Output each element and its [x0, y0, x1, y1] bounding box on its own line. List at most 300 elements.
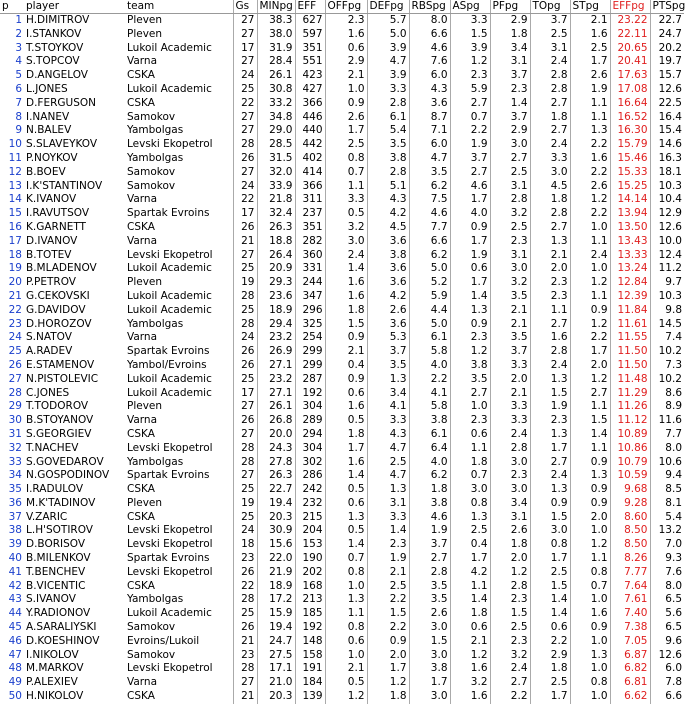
- cell-eff: 204: [295, 524, 325, 538]
- cell-minpg: 30.9: [257, 524, 295, 538]
- table-row: [0, 373, 684, 387]
- cell-team: Yambolgas: [127, 151, 184, 164]
- cell-team: Varna: [127, 193, 158, 206]
- cell-topg: 2.7: [530, 97, 570, 111]
- cell-team: Pleven: [127, 496, 163, 509]
- cell-pfpg: 2.5: [490, 221, 530, 235]
- table-row: [0, 400, 684, 414]
- cell-eff: 185: [295, 607, 325, 621]
- cell-defpg: 2.8: [367, 166, 409, 180]
- cell-minpg: 29.4: [257, 318, 295, 332]
- table-row: [0, 290, 684, 304]
- cell-minpg: 32.4: [257, 207, 295, 221]
- cell-gs: 24: [233, 180, 257, 194]
- cell-stpg: 1.2: [570, 276, 610, 290]
- cell-offpg: 1.6: [325, 400, 367, 414]
- cell-defpg: 1.9: [367, 552, 409, 566]
- cell-stpg: 1.1: [570, 552, 610, 566]
- cell-eff: 366: [295, 97, 325, 111]
- cell-eff: 237: [295, 207, 325, 221]
- cell-pfpg: 2.0: [490, 552, 530, 566]
- col-header-offpg[interactable]: OFFpg: [325, 0, 367, 14]
- cell-gs: 25: [233, 262, 257, 276]
- cell-pfpg: 2.9: [490, 124, 530, 138]
- cell-topg: 1.8: [530, 662, 570, 676]
- cell-team: Levski Ekopetrol: [127, 565, 213, 578]
- cell-rbspg: 5.2: [409, 276, 450, 290]
- cell-stpg: 0.8: [570, 676, 610, 690]
- cell-player: S.GEORGIEV: [26, 427, 92, 440]
- cell-topg: 1.5: [530, 387, 570, 401]
- cell-aspg: 1.7: [450, 552, 490, 566]
- cell-rbspg: 6.2: [409, 249, 450, 263]
- cell-team: Lukoil Academic: [127, 41, 212, 54]
- cell-gs: 28: [233, 290, 257, 304]
- cell-ptspg: 14.6: [650, 138, 684, 152]
- cell-aspg: 1.0: [450, 400, 490, 414]
- cell-player: S.IVANOV: [26, 593, 76, 606]
- cell-stpg: 1.1: [570, 400, 610, 414]
- col-header-topg[interactable]: TOpg: [530, 0, 570, 14]
- cell-player: D.BORISOV: [26, 538, 86, 551]
- cell-rank: 40: [8, 552, 22, 565]
- cell-team: CSKA: [127, 69, 155, 82]
- cell-eff: 331: [295, 262, 325, 276]
- cell-team: Levski Ekopetrol: [127, 524, 213, 537]
- cell-stpg: 2.2: [570, 207, 610, 221]
- cell-aspg: 1.7: [450, 235, 490, 249]
- cell-pfpg: 3.0: [490, 138, 530, 152]
- cell-offpg: 0.6: [325, 635, 367, 649]
- cell-aspg: 0.4: [450, 538, 490, 552]
- cell-player: S.GOVEDAROV: [26, 455, 104, 468]
- cell-eff: 325: [295, 318, 325, 332]
- cell-offpg: 1.1: [325, 180, 367, 194]
- cell-team: Pleven: [127, 14, 163, 26]
- cell-defpg: 3.6: [367, 262, 409, 276]
- cell-minpg: 23.2: [257, 331, 295, 345]
- cell-offpg: 1.7: [325, 442, 367, 456]
- cell-player: I.K'STANTINOV: [26, 179, 103, 192]
- cell-minpg: 29.3: [257, 276, 295, 290]
- cell-rbspg: 3.0: [409, 690, 450, 704]
- cell-aspg: 1.2: [450, 649, 490, 663]
- cell-defpg: 2.5: [367, 456, 409, 470]
- cell-rbspg: 5.0: [409, 318, 450, 332]
- cell-pfpg: 3.1: [490, 511, 530, 525]
- table-row: [0, 580, 684, 594]
- col-header-minpg[interactable]: MINpg: [257, 0, 295, 14]
- cell-minpg: 28.5: [257, 138, 295, 152]
- cell-effpg: 20.41: [610, 55, 650, 69]
- cell-player: D.KOESHINOV: [26, 634, 100, 647]
- cell-gs: 25: [233, 607, 257, 621]
- table-row: [0, 318, 684, 332]
- cell-pfpg: 3.3: [490, 400, 530, 414]
- cell-topg: 2.2: [530, 635, 570, 649]
- cell-pfpg: 3.0: [490, 456, 530, 470]
- cell-pfpg: 2.5: [490, 621, 530, 635]
- cell-effpg: 15.25: [610, 180, 650, 194]
- cell-ptspg: 19.7: [650, 55, 684, 69]
- cell-stpg: 1.2: [570, 193, 610, 207]
- cell-player: I.NANEV: [26, 110, 70, 123]
- cell-minpg: 22.7: [257, 483, 295, 497]
- col-header-pfpg[interactable]: PFpg: [490, 0, 530, 14]
- cell-stpg: 0.9: [570, 497, 610, 511]
- table-row: [0, 331, 684, 345]
- cell-eff: 296: [295, 304, 325, 318]
- cell-rbspg: 4.6: [409, 511, 450, 525]
- cell-offpg: 2.5: [325, 138, 367, 152]
- cell-minpg: 27.8: [257, 456, 295, 470]
- cell-eff: 294: [295, 428, 325, 442]
- cell-eff: 184: [295, 676, 325, 690]
- cell-defpg: 3.9: [367, 42, 409, 56]
- cell-topg: 0.6: [530, 621, 570, 635]
- cell-rank: 12: [8, 165, 22, 178]
- cell-topg: 2.3: [530, 290, 570, 304]
- cell-topg: 1.3: [530, 373, 570, 387]
- cell-team: Lukoil Academic: [127, 607, 212, 620]
- table-row: [0, 249, 684, 263]
- cell-stpg: 1.3: [570, 469, 610, 483]
- cell-minpg: 21.8: [257, 193, 295, 207]
- cell-gs: 26: [233, 414, 257, 428]
- table-row: [0, 152, 684, 166]
- cell-defpg: 1.7: [367, 662, 409, 676]
- cell-player: B.MILENKOV: [26, 552, 91, 565]
- cell-ptspg: 22.5: [650, 97, 684, 111]
- cell-effpg: 20.65: [610, 42, 650, 56]
- cell-pfpg: 1.8: [490, 28, 530, 42]
- cell-gs: 17: [233, 42, 257, 56]
- cell-aspg: 1.1: [450, 442, 490, 456]
- cell-pfpg: 1.8: [490, 538, 530, 552]
- cell-gs: 27: [233, 428, 257, 442]
- cell-ptspg: 9.6: [650, 635, 684, 649]
- table-row: [0, 42, 684, 56]
- cell-gs: 26: [233, 359, 257, 373]
- cell-eff: 244: [295, 276, 325, 290]
- cell-stpg: 2.0: [570, 359, 610, 373]
- cell-topg: 1.3: [530, 235, 570, 249]
- cell-defpg: 2.3: [367, 538, 409, 552]
- cell-minpg: 18.8: [257, 235, 295, 249]
- col-header-gs[interactable]: Gs: [233, 0, 257, 14]
- cell-team: Levski Ekopetrol: [127, 248, 213, 261]
- cell-rbspg: 4.1: [409, 387, 450, 401]
- cell-gs: 27: [233, 400, 257, 414]
- cell-gs: 24: [233, 524, 257, 538]
- cell-rbspg: 2.2: [409, 373, 450, 387]
- cell-eff: 282: [295, 235, 325, 249]
- cell-team: Pleven: [127, 27, 163, 40]
- cell-team: CSKA: [127, 483, 155, 496]
- cell-rbspg: 6.2: [409, 180, 450, 194]
- cell-ptspg: 6.5: [650, 593, 684, 607]
- col-header-ptspg[interactable]: PTSpg: [650, 0, 684, 14]
- cell-eff: 627: [295, 14, 325, 28]
- cell-stpg: 1.0: [570, 262, 610, 276]
- cell-effpg: 6.81: [610, 676, 650, 690]
- col-header-stpg[interactable]: STpg: [570, 0, 610, 14]
- cell-offpg: 1.7: [325, 124, 367, 138]
- col-header-eff[interactable]: EFF: [295, 0, 325, 14]
- cell-minpg: 26.3: [257, 469, 295, 483]
- cell-minpg: 15.6: [257, 538, 295, 552]
- cell-team: CSKA: [127, 690, 155, 703]
- cell-team: Lukoil Academic: [127, 386, 212, 399]
- cell-ptspg: 12.6: [650, 83, 684, 97]
- cell-player: D.HOROZOV: [26, 317, 92, 330]
- cell-rank: 7: [15, 96, 22, 109]
- cell-eff: 139: [295, 690, 325, 704]
- cell-defpg: 1.8: [367, 690, 409, 704]
- cell-aspg: 4.6: [450, 180, 490, 194]
- cell-gs: 26: [233, 345, 257, 359]
- cell-minpg: 17.2: [257, 593, 295, 607]
- cell-aspg: 3.2: [450, 676, 490, 690]
- cell-team: Samokov: [127, 179, 176, 192]
- cell-defpg: 4.1: [367, 400, 409, 414]
- table-row: [0, 97, 684, 111]
- table-row: [0, 14, 684, 28]
- cell-topg: 2.4: [530, 359, 570, 373]
- cell-player: P.PETROV: [26, 276, 76, 289]
- cell-aspg: 0.9: [450, 221, 490, 235]
- cell-defpg: 5.3: [367, 331, 409, 345]
- cell-rbspg: 4.0: [409, 456, 450, 470]
- cell-minpg: 20.3: [257, 511, 295, 525]
- cell-gs: 17: [233, 207, 257, 221]
- table-row: [0, 442, 684, 456]
- cell-team: Yambolgas: [127, 593, 184, 606]
- cell-gs: 24: [233, 331, 257, 345]
- cell-gs: 28: [233, 442, 257, 456]
- cell-gs: 27: [233, 124, 257, 138]
- cell-team: CSKA: [127, 579, 155, 592]
- cell-rank: 9: [15, 124, 22, 137]
- cell-rbspg: 1.7: [409, 676, 450, 690]
- table-row: [0, 124, 684, 138]
- cell-aspg: 1.4: [450, 593, 490, 607]
- table-row: [0, 511, 684, 525]
- cell-topg: 2.7: [530, 124, 570, 138]
- cell-rank: 23: [8, 317, 22, 330]
- cell-ptspg: 12.6: [650, 649, 684, 663]
- cell-gs: 26: [233, 152, 257, 166]
- cell-eff: 232: [295, 497, 325, 511]
- col-header-defpg[interactable]: DEFpg: [367, 0, 409, 14]
- cell-rank: 18: [8, 248, 22, 261]
- col-header-player[interactable]: player: [24, 0, 125, 14]
- cell-pfpg: 2.2: [490, 690, 530, 704]
- cell-offpg: 0.5: [325, 483, 367, 497]
- cell-defpg: 2.6: [367, 304, 409, 318]
- table-row: [0, 649, 684, 663]
- cell-pfpg: 2.3: [490, 469, 530, 483]
- cell-eff: 168: [295, 580, 325, 594]
- cell-player: P.ALEXIEV: [26, 676, 78, 689]
- cell-defpg: 5.0: [367, 28, 409, 42]
- table-row: [0, 276, 684, 290]
- cell-topg: 1.9: [530, 400, 570, 414]
- table-row: [0, 221, 684, 235]
- cell-eff: 299: [295, 359, 325, 373]
- col-header-rbspg[interactable]: RBSpg: [409, 0, 450, 14]
- cell-aspg: 1.2: [450, 55, 490, 69]
- cell-ptspg: 5.4: [650, 511, 684, 525]
- cell-stpg: 1.7: [570, 345, 610, 359]
- cell-topg: 2.5: [530, 28, 570, 42]
- cell-rbspg: 7.7: [409, 221, 450, 235]
- table-row: [0, 607, 684, 621]
- cell-team: Varna: [127, 55, 158, 68]
- cell-rank: 48: [8, 662, 22, 675]
- cell-offpg: 3.0: [325, 235, 367, 249]
- cell-rank: 25: [8, 345, 22, 358]
- cell-rbspg: 4.4: [409, 304, 450, 318]
- cell-offpg: 0.6: [325, 42, 367, 56]
- cell-gs: 25: [233, 373, 257, 387]
- cell-ptspg: 10.4: [650, 193, 684, 207]
- cell-minpg: 23.2: [257, 373, 295, 387]
- cell-stpg: 2.6: [570, 180, 610, 194]
- cell-rbspg: 5.9: [409, 290, 450, 304]
- col-header-p[interactable]: p: [0, 0, 24, 14]
- cell-rank: 46: [8, 634, 22, 647]
- cell-ptspg: 7.7: [650, 428, 684, 442]
- cell-aspg: 1.5: [450, 28, 490, 42]
- table-row: [0, 566, 684, 580]
- cell-effpg: 12.39: [610, 290, 650, 304]
- cell-topg: 2.4: [530, 138, 570, 152]
- cell-topg: 1.4: [530, 607, 570, 621]
- cell-effpg: 11.84: [610, 304, 650, 318]
- cell-defpg: 5.7: [367, 14, 409, 28]
- cell-rbspg: 7.6: [409, 55, 450, 69]
- cell-ptspg: 10.6: [650, 456, 684, 470]
- cell-team: Levski Ekopetrol: [127, 138, 213, 151]
- cell-gs: 18: [233, 538, 257, 552]
- col-header-team[interactable]: team: [125, 0, 233, 14]
- cell-ptspg: 7.6: [650, 566, 684, 580]
- cell-team: Lukoil Academic: [127, 289, 212, 302]
- cell-offpg: 0.5: [325, 524, 367, 538]
- cell-minpg: 26.9: [257, 345, 295, 359]
- cell-pfpg: 2.8: [490, 580, 530, 594]
- cell-rbspg: 5.0: [409, 262, 450, 276]
- cell-stpg: 1.1: [570, 235, 610, 249]
- cell-rbspg: 3.8: [409, 662, 450, 676]
- cell-ptspg: 7.4: [650, 331, 684, 345]
- cell-player: N.BALEV: [26, 124, 72, 137]
- cell-team: Spartak Evroins: [127, 552, 210, 565]
- cell-minpg: 26.1: [257, 400, 295, 414]
- cell-offpg: 2.4: [325, 249, 367, 263]
- cell-aspg: 3.8: [450, 359, 490, 373]
- cell-rank: 11: [8, 151, 22, 164]
- cell-rbspg: 4.7: [409, 152, 450, 166]
- cell-defpg: 3.9: [367, 69, 409, 83]
- cell-rbspg: 6.0: [409, 69, 450, 83]
- cell-ptspg: 10.3: [650, 290, 684, 304]
- cell-effpg: 10.79: [610, 456, 650, 470]
- cell-effpg: 7.40: [610, 607, 650, 621]
- table-row: [0, 483, 684, 497]
- cell-player: A.RADEV: [26, 345, 73, 358]
- col-header-aspg[interactable]: ASpg: [450, 0, 490, 14]
- cell-offpg: 2.1: [325, 345, 367, 359]
- cell-gs: 23: [233, 552, 257, 566]
- cell-minpg: 20.0: [257, 428, 295, 442]
- cell-defpg: 1.3: [367, 483, 409, 497]
- cell-gs: 26: [233, 621, 257, 635]
- cell-player: S.TOPCOV: [26, 55, 80, 68]
- cell-stpg: 2.2: [570, 331, 610, 345]
- cell-topg: 2.4: [530, 55, 570, 69]
- cell-team: CSKA: [127, 96, 155, 109]
- cell-offpg: 2.1: [325, 69, 367, 83]
- cell-ptspg: 6.6: [650, 690, 684, 704]
- cell-offpg: 0.5: [325, 207, 367, 221]
- col-header-effpg[interactable]: EFFpg: [610, 0, 650, 14]
- cell-eff: 213: [295, 593, 325, 607]
- cell-stpg: 0.9: [570, 456, 610, 470]
- cell-stpg: 0.9: [570, 483, 610, 497]
- cell-defpg: 2.2: [367, 593, 409, 607]
- cell-effpg: 10.86: [610, 442, 650, 456]
- cell-team: Yambolgas: [127, 317, 184, 330]
- cell-gs: 19: [233, 276, 257, 290]
- cell-rank: 22: [8, 303, 22, 316]
- cell-team: Lukoil Academic: [127, 372, 212, 385]
- cell-effpg: 11.55: [610, 331, 650, 345]
- cell-rank: 10: [8, 138, 22, 151]
- cell-eff: 190: [295, 552, 325, 566]
- cell-rbspg: 6.4: [409, 442, 450, 456]
- cell-defpg: 5.4: [367, 124, 409, 138]
- cell-player: H.NIKOLOV: [26, 690, 84, 703]
- cell-offpg: 1.3: [325, 511, 367, 525]
- cell-stpg: 1.1: [570, 111, 610, 125]
- cell-team: Lukoil Academic: [127, 303, 212, 316]
- table-row: [0, 635, 684, 649]
- cell-player: S.SLAVEYKOV: [26, 138, 98, 151]
- cell-ptspg: 7.3: [650, 359, 684, 373]
- cell-aspg: 3.5: [450, 373, 490, 387]
- cell-gs: 28: [233, 593, 257, 607]
- cell-eff: 254: [295, 331, 325, 345]
- cell-stpg: 1.3: [570, 649, 610, 663]
- cell-effpg: 17.08: [610, 83, 650, 97]
- cell-rank: 20: [8, 276, 22, 289]
- cell-offpg: 0.8: [325, 621, 367, 635]
- cell-offpg: 1.4: [325, 262, 367, 276]
- cell-team: Levski Ekopetrol: [127, 441, 213, 454]
- cell-team: Varna: [127, 414, 158, 427]
- cell-eff: 402: [295, 152, 325, 166]
- cell-eff: 551: [295, 55, 325, 69]
- cell-player: P.NOYKOV: [26, 151, 78, 164]
- cell-effpg: 16.64: [610, 97, 650, 111]
- cell-eff: 202: [295, 566, 325, 580]
- cell-ptspg: 22.7: [650, 14, 684, 28]
- cell-eff: 299: [295, 345, 325, 359]
- cell-defpg: 4.7: [367, 469, 409, 483]
- cell-eff: 302: [295, 456, 325, 470]
